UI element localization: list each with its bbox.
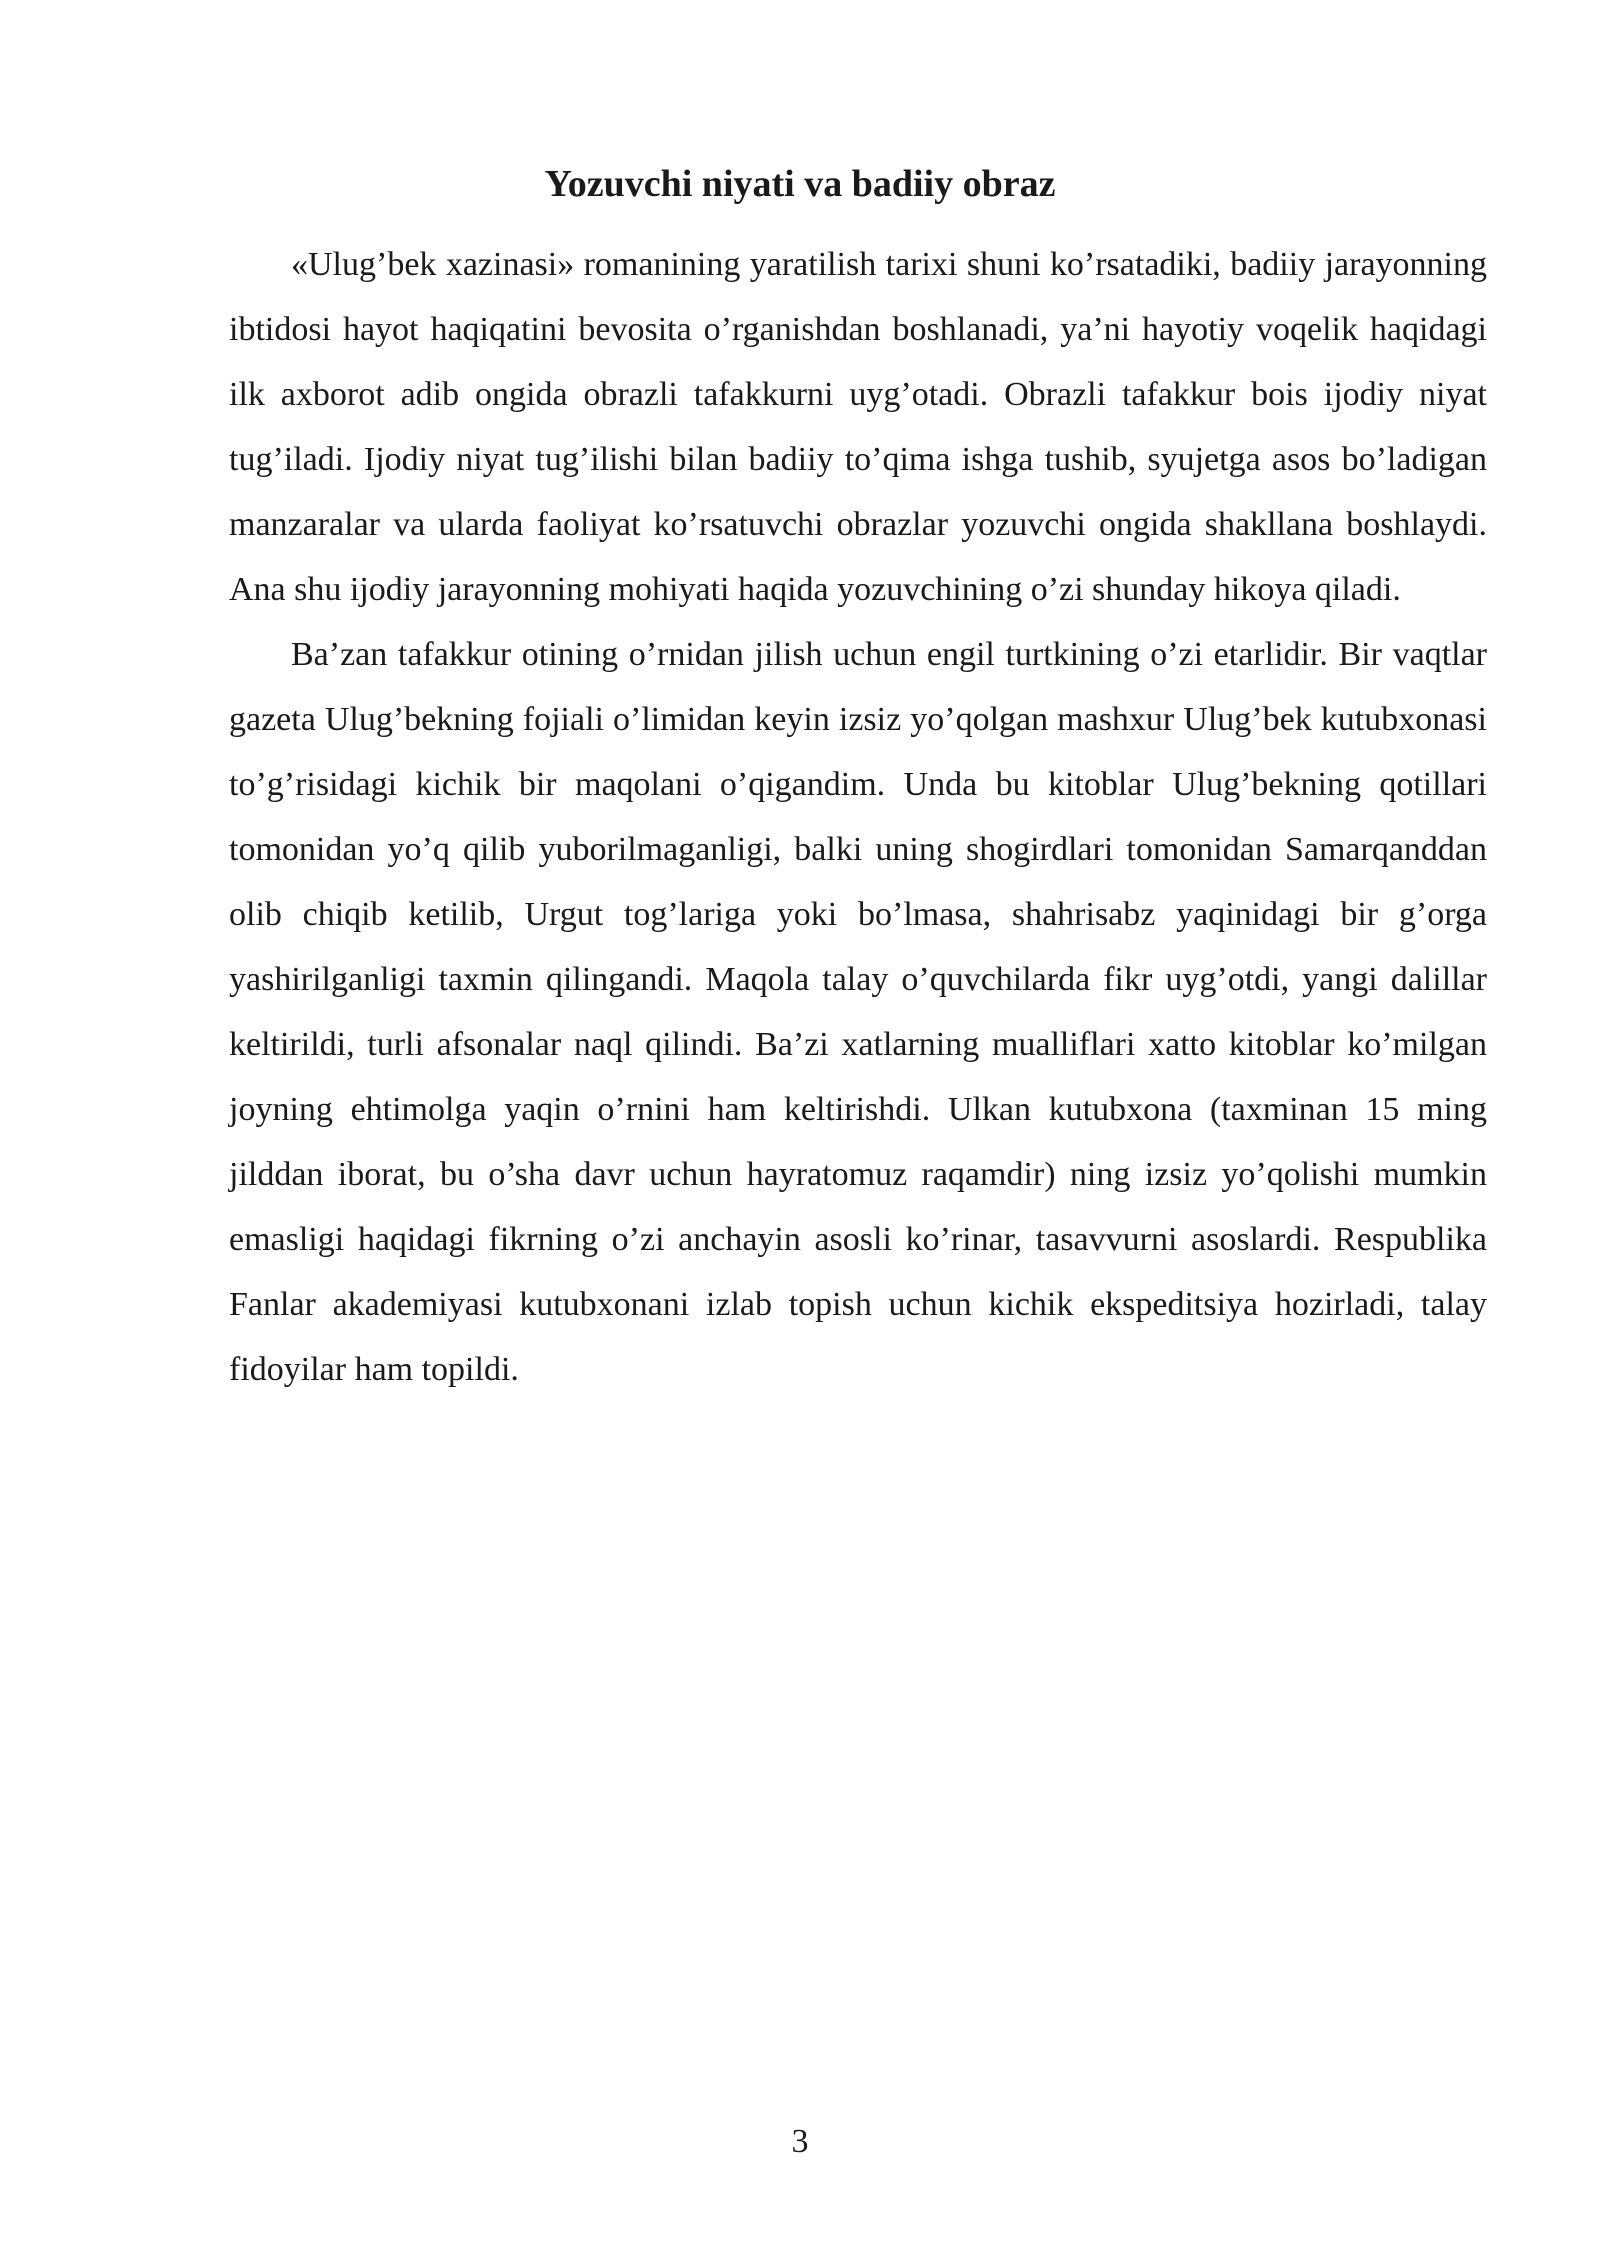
page-number: 3 [791,2123,809,2160]
page-title: Yozuvchi niyati va badiiy obraz [544,163,1056,205]
body-text [229,232,1487,1402]
paragraph-1: «Ulug’bek xazinasi» romanining yaratilish tarixi shuni ko’rsatadiki, badiiy jarayonning ibtidosi hayot haqiqatini bevosita o’rganishdan boshlanadi, ya’ni hayotiy voqelik haqidagi ilk axborot adib ongida obrazli tafakkurni uyg’otadi. Obrazli tafakkur bois ijodiy niyat tug’iladi. Ijodiy niyat tug’ilishi bilan badiiy to’qima ishga tushib, syujetga asos bo’ladigan manzaralar va ularda faoliyat ko’rsatuvchi obrazlar yozuvchi ongida shakllana boshlaydi. Ana shu ijodiy jarayonning mohiyati haqida yozuvchining o’zi shunday hikoya qiladi. [229,246,1487,608]
paragraph-2: Ba’zan tafakkur otining o’rnidan jilish uchun engil turtkining o’zi etarlidir. Bir vaqtlar gazeta Ulug’bekning fojiali o’limidan keyin izsiz yo’qolgan mashxur Ulug’bek kutubxonasi to’g’risidagi kichik bir maqolani o’qigandim. Unda bu kitoblar Ulug’bekning qotillari tomonidan yo’q qilib yuborilmaganligi, balki uning shogirdlari tomonidan Samarqanddan olib chiqib ketilib, Urgut tog’lariga yoki bo’lmasa, shahrisabz yaqinidagi bir g’orga yashirilganligi taxmin qilingandi. Maqola talay o’quvchilarda fikr uyg’otdi, yangi dalillar keltirildi, turli afsonalar naql qilindi. Ba’zi xatlarning mualliflari xatto kitoblar ko’milgan joyning ehtimolga yaqin o’rnini ham keltirishdi. Ulkan kutubxona (taxminan 15 ming jilddan iborat, bu o’sha davr uchun hayratomuz raqamdir) ning izsiz yo’qolishi mumkin emasligi haqidagi fikrning o’zi anchayin asosli ko’rinar, tasavvurni asoslardi. Respublika Fanlar akademiyasi kutubxonani izlab topish uchun kichik ekspeditsiya hozirladi, talay fidoyilar ham topildi. [229,636,1487,1388]
